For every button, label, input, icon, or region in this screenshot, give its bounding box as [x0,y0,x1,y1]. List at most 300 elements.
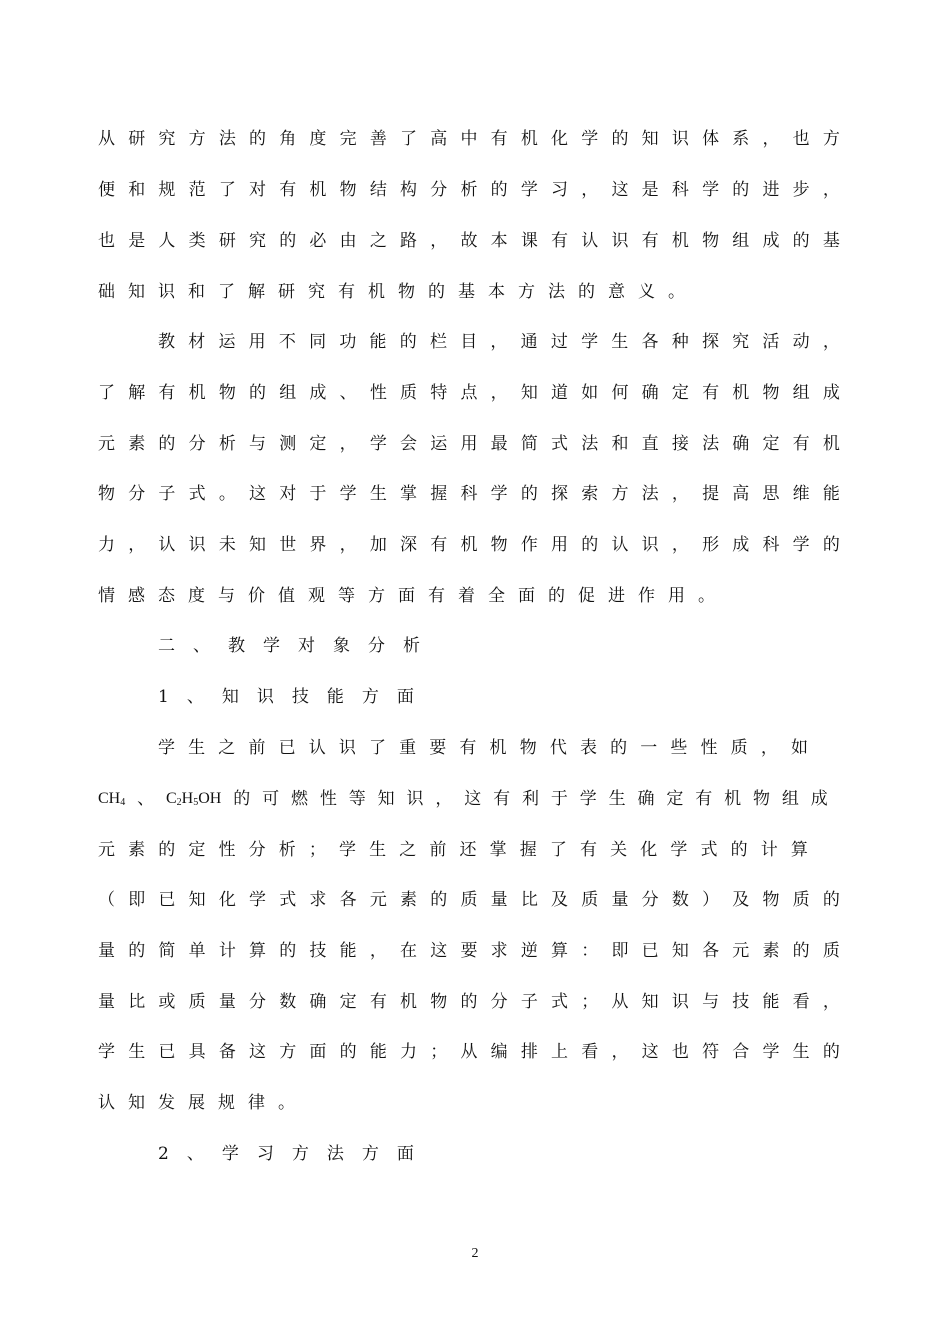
text-char: 方 [368,586,385,606]
text-char: 认 [308,738,326,758]
subsection-heading [158,682,840,712]
text-char: 对 [249,180,267,200]
text-char: 习 [551,180,569,200]
text-char: 的 [249,383,267,403]
text-char: 的 [732,180,750,200]
text-char: 习 [256,1144,274,1164]
text-char: 这 [430,941,448,961]
text-char: 分 [430,180,448,200]
text-char: 利 [521,789,539,809]
text-char: 组 [279,383,297,403]
paragraph-line [98,936,840,966]
text-char: 学 [98,1042,115,1062]
separator: 、 [137,789,155,809]
text-char: 接 [671,434,689,454]
text-char: 科 [762,535,780,555]
text-char: 有 [369,992,387,1012]
text-char: 用 [248,332,266,352]
text-char: 的 [611,129,629,149]
text-char: 有 [702,383,720,403]
text-char: 技 [309,941,327,961]
text-char: 学 [369,434,387,454]
text-char: 计 [218,941,236,961]
text-char: 些 [670,738,688,758]
text-char: 机 [822,434,840,454]
text-char: 识 [671,992,689,1012]
text-char: 看 [792,992,810,1012]
text-char: 能 [822,484,840,504]
text-char: ， [369,941,387,961]
text-char: 界 [309,535,327,555]
text-char: 的 [730,840,748,860]
text-char: 知 [249,535,267,555]
formula-c2h5oh: $C_2H_5OH$ [165,790,222,808]
text-char: ， [822,992,840,1012]
text-char: 规 [158,180,176,200]
text-char: 研 [278,282,295,302]
text-char: 的 [279,231,297,251]
text-char: 目 [460,332,478,352]
text-char: 解 [128,383,146,403]
text-char: 方 [518,282,535,302]
text-char: 特 [430,383,448,403]
text-char: 教 [158,332,175,352]
text-char: 上 [551,1042,569,1062]
text-char: 路 [400,231,418,251]
text-char: 单 [188,941,206,961]
text-char: 一 [640,738,658,758]
text-char: 值 [278,586,295,606]
text-char: 成 [810,789,828,809]
text-char: 学 [702,180,720,200]
text-char: 力 [400,1042,418,1062]
text-char: 类 [188,231,206,251]
text-char: 性 [369,383,387,403]
text-char: 法 [326,1144,344,1164]
text-char: 。 [668,282,685,302]
text-char: 范 [188,180,206,200]
text-char: 的 [581,535,599,555]
text-char: ， [760,738,778,758]
text-char: 机 [400,992,418,1012]
text-char: 组 [732,231,750,251]
text-char: 知 [520,383,538,403]
text-char: 认 [158,535,176,555]
text-char: 究 [249,231,267,251]
text-char: ； [581,992,599,1012]
text-char: 有 [792,434,810,454]
text-char: 知 [377,789,395,809]
text-char: 方 [611,484,629,504]
text-char: 物 [398,282,415,302]
text-char: 对 [279,484,297,504]
text-char: 分 [128,484,146,504]
text-char: ， [822,180,840,200]
text-char: 有 [695,789,713,809]
text-char: 如 [790,738,808,758]
text-char: 物 [762,383,780,403]
text-char: 量 [490,890,508,910]
text-char: 的 [822,890,840,910]
text-char: 通 [520,332,538,352]
text-char: 技 [291,687,309,707]
text-char: 法 [702,434,720,454]
text-char: 知 [128,282,145,302]
text-char: 作 [638,586,655,606]
text-char: 技 [732,992,750,1012]
text-char: 确 [309,992,327,1012]
text-char: 便 [98,180,115,200]
text-char: 直 [641,434,659,454]
text-char: 科 [460,484,478,504]
text-char: 从 [98,129,115,149]
paragraph-line [98,581,840,611]
text-char: 化 [551,129,569,149]
text-char: 维 [792,484,810,504]
text-char: 究 [308,282,325,302]
paragraph-line [98,835,808,865]
text-char: 有 [279,180,297,200]
text-char: 面 [518,586,535,606]
text-char: 质 [400,383,418,403]
text-char: 有 [459,738,477,758]
text-char: 合 [732,1042,750,1062]
text-char: 结 [369,180,387,200]
text-char: 是 [641,180,659,200]
text-char: 全 [488,586,505,606]
text-char: 分 [368,636,385,656]
text-char: 必 [309,231,327,251]
text-char: 分 [249,992,267,1012]
text-char: 物 [519,738,537,758]
text-char: 的 [399,332,417,352]
paragraph-line-formula [98,784,828,814]
text-char: 深 [400,535,418,555]
text-char: 式 [188,484,206,504]
text-char: 种 [671,332,689,352]
text-char: 性 [319,789,337,809]
text-char: 研 [218,231,236,251]
text-char: 中 [460,129,478,149]
text-char: 的 [339,1042,357,1062]
text-char: 要 [429,738,447,758]
text-char: 有 [551,231,569,251]
text-char: 成 [822,383,840,403]
text-char: 学 [762,1042,780,1062]
text-char: 这 [249,484,267,504]
text-char: 还 [459,840,477,860]
text-char: 生 [369,484,387,504]
formula-ch4: $CH_4$ [98,790,126,808]
text-char: 的 [548,586,565,606]
text-char: 面 [396,1144,414,1164]
text-char: 机 [460,535,478,555]
text-char: 代 [549,738,567,758]
text-char: 世 [279,535,297,555]
text-char: 式 [551,434,569,454]
text-char: 进 [608,586,625,606]
text-char: 的 [792,941,810,961]
paragraph-line [98,1088,840,1118]
text-char: ， [611,1042,629,1062]
text-char: 角 [279,129,297,149]
text-char: 律 [248,1093,265,1113]
text-char: 认 [581,231,599,251]
text-char: 定 [188,840,206,860]
text-char: 与 [249,434,267,454]
text-char: 知 [188,890,206,910]
text-char: 的 [460,992,478,1012]
text-char: 步 [792,180,810,200]
text-char: 动 [792,332,810,352]
text-char: 式 [551,992,569,1012]
text-char: 用 [668,586,685,606]
text-char: 、 [186,1144,204,1164]
text-char: 分 [641,890,659,910]
paragraph-line [98,530,840,560]
text-char: 索 [581,484,599,504]
text-char: 学 [339,484,357,504]
text-char: 分 [490,992,508,1012]
text-char: 如 [581,383,599,403]
text-char: 能 [762,992,780,1012]
text-char: 定 [309,434,327,454]
text-char: 运 [430,434,448,454]
text-char: 与 [218,586,235,606]
text-char: 体 [702,129,720,149]
text-char: ） [702,890,720,910]
text-char: 已 [158,890,176,910]
text-char: 元 [732,941,750,961]
text-char: 了 [218,282,235,302]
text-char: 方 [188,129,206,149]
text-char: 有 [430,535,448,555]
text-char: 化 [640,840,658,860]
text-char: 有 [493,789,511,809]
text-char: 确 [637,789,655,809]
text-char: 量 [611,890,629,910]
text-char: 方 [291,1144,309,1164]
text-char: 认 [98,1093,115,1113]
text-char: 识 [256,687,274,707]
text-char: 成 [732,535,750,555]
text-char: 的 [158,434,176,454]
text-char: 道 [551,383,569,403]
text-char: 生 [128,1042,146,1062]
text-char: 学 [670,840,688,860]
text-char: 和 [128,180,146,200]
text-char: 这 [464,789,482,809]
text-char: 提 [702,484,720,504]
text-char: 从 [460,1042,478,1062]
text-char: 求 [309,890,327,910]
text-char: 质 [188,992,206,1012]
text-char: 于 [550,789,568,809]
text-char: 生 [792,1042,810,1062]
text-char: 未 [218,535,236,555]
text-char: 具 [188,1042,206,1062]
text-char: 能 [339,941,357,961]
text-char: 性 [218,840,236,860]
text-char: 元 [369,890,387,910]
text-char: 度 [309,129,327,149]
text-char: 对 [298,636,315,656]
text-char: 探 [701,332,719,352]
text-char: 逆 [520,941,538,961]
text-char: 过 [550,332,568,352]
paragraph-line [158,327,840,357]
text-char: 解 [248,282,265,302]
text-char: 会 [400,434,418,454]
text-char: 式 [700,840,718,860]
text-char: 物 [339,180,357,200]
text-char: 化 [218,890,236,910]
text-char: 机 [671,231,689,251]
text-char: 本 [490,231,508,251]
text-char: 符 [702,1042,720,1062]
text-char: 义 [638,282,655,302]
text-char: 了 [218,180,236,200]
text-char: 知 [671,941,689,961]
text-char: 有 [428,586,445,606]
text-char: 已 [278,738,296,758]
text-char: 可 [262,789,280,809]
text-char: 课 [520,231,538,251]
text-char: 学 [263,636,280,656]
text-char: 关 [610,840,628,860]
text-char: 形 [702,535,720,555]
text-char: 二 [158,636,175,656]
text-char: 掌 [400,484,418,504]
text-char: 教 [228,636,245,656]
text-char: ， [128,535,146,555]
text-char: 这 [611,180,629,200]
text-char: 法 [548,282,565,302]
text-char: 等 [338,586,355,606]
paragraph-line [98,479,840,509]
text-char: 的 [430,890,448,910]
text-char: 定 [666,789,684,809]
text-char: 故 [460,231,478,251]
text-char: 面 [398,586,415,606]
paragraph-line [98,226,840,256]
text-char: 也 [671,1042,689,1062]
text-char: 元 [98,434,115,454]
text-char: 法 [641,484,659,504]
text-char: 。 [278,1093,295,1113]
text-char: 分 [188,434,206,454]
text-char: 同 [309,332,327,352]
text-char: 各 [641,332,659,352]
text-char: 机 [188,383,206,403]
text-char: 的 [128,941,146,961]
text-char: 了 [368,738,386,758]
text-char: 。 [698,586,715,606]
text-char: 素 [762,941,780,961]
text-char: 是 [128,231,146,251]
text-char: 高 [430,129,448,149]
text-char: 这 [249,1042,267,1062]
text-char: 识 [406,789,424,809]
text-char: 质 [792,890,810,910]
text-char: 发 [158,1093,175,1113]
text-char: 知 [641,992,659,1012]
text-char: 学 [158,738,175,758]
text-char: 机 [724,789,742,809]
text-char: 表 [579,738,597,758]
text-char: 基 [822,231,840,251]
text-char: 及 [732,890,750,910]
text-char: 价 [248,586,265,606]
text-char: 的 [279,941,297,961]
text-char: 进 [762,180,780,200]
text-char: 系 [732,129,750,149]
text-char: 能 [369,1042,387,1062]
text-char: 的 [233,789,251,809]
text-char: 简 [520,434,538,454]
text-char: 等 [348,789,366,809]
text-char: 素 [400,890,418,910]
text-char: 性 [700,738,718,758]
text-char: 高 [732,484,750,504]
text-char: 学 [581,129,599,149]
text-char: 2 [158,1144,169,1164]
text-char: 、 [186,687,204,707]
text-char: 象 [333,636,350,656]
text-char: ， [581,180,599,200]
text-char: 有 [338,282,355,302]
text-char: 即 [611,941,629,961]
text-char: 看 [581,1042,599,1062]
text-char: 和 [611,434,629,454]
text-char: 能 [369,332,387,352]
text-char: 材 [188,332,206,352]
text-char: 物 [752,789,770,809]
text-char: 由 [339,231,357,251]
text-char: 比 [128,992,146,1012]
text-char: 的 [490,180,508,200]
text-char: 学 [581,332,599,352]
text-char: 有 [490,129,508,149]
text-char: 规 [218,1093,235,1113]
text-char: 法 [581,434,599,454]
text-char: 态 [158,586,175,606]
text-char: 观 [308,586,325,606]
text-char: 要 [460,941,478,961]
text-char: 学 [490,484,508,504]
text-char: 比 [520,890,538,910]
text-char: 备 [218,1042,236,1062]
text-char: ， [822,332,840,352]
text-char: 础 [98,282,115,302]
text-char: 本 [488,282,505,302]
text-char: 有 [641,231,659,251]
text-char: 不 [278,332,296,352]
text-char: 的 [578,282,595,302]
text-char: 于 [309,484,327,504]
text-char: 素 [128,434,146,454]
text-char: ， [671,484,689,504]
text-char: 机 [520,129,538,149]
text-char: 量 [218,992,236,1012]
text-char: 成 [762,231,780,251]
text-char: 各 [702,941,720,961]
text-char: 素 [128,840,146,860]
text-char: 算 [249,941,267,961]
text-char: ， [339,434,357,454]
text-char: 这 [641,1042,659,1062]
text-char: 量 [98,941,115,961]
